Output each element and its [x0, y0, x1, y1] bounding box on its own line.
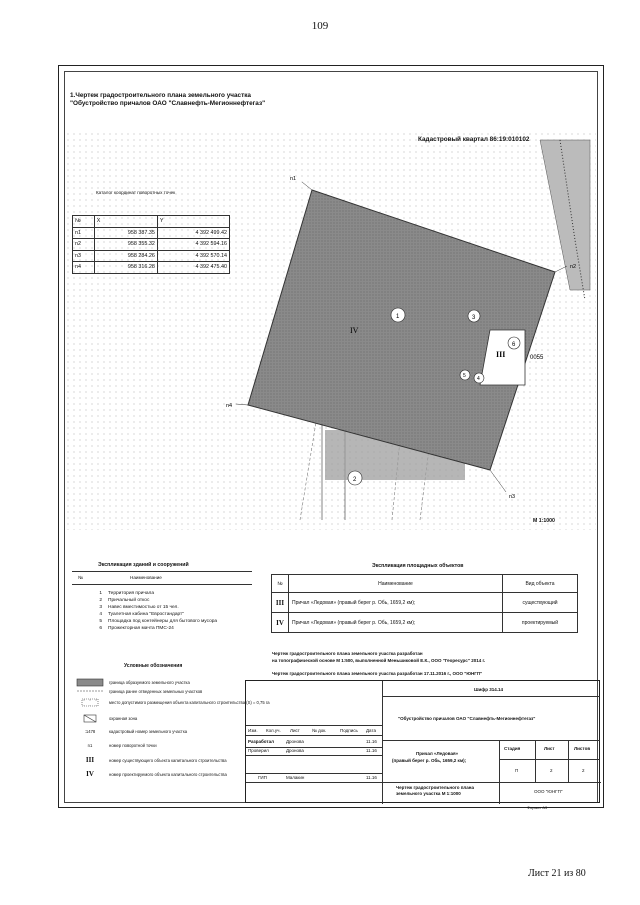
stamp-col-sign: Подпись [340, 728, 358, 733]
stamp-sheet-label: Лист [544, 746, 555, 751]
drawing-title-line-2: "Обустройство причалов ОАО "Славнефть-Мегионнефтегаз" [70, 100, 266, 107]
map-label-6: 6 [512, 342, 516, 348]
scale-label: М 1:1000 [533, 518, 555, 524]
coordinate-y: 4 392 594.16 [157, 239, 229, 251]
table-row [73, 262, 230, 274]
map-label-2: 2 [353, 477, 357, 483]
table-row [272, 613, 578, 633]
coordinates-header-n: № [73, 216, 95, 228]
map-label-n3: n3 [509, 494, 516, 500]
legend-symbol-projected: IV [86, 770, 94, 778]
coordinate-x: 958 316.28 [94, 262, 157, 274]
map-label-1: 1 [396, 314, 400, 320]
map-label-n4: n4 [226, 403, 233, 409]
coordinate-x: 958 355.32 [94, 239, 157, 251]
building-number: 5 [99, 619, 102, 624]
drawing-title [70, 92, 370, 108]
building-name: Площадка под контейнеры для бытового мусора [108, 619, 218, 624]
stamp-developed-date: 11.16 [366, 739, 377, 744]
legend-item [75, 770, 227, 778]
buildings-header-name: Наименование [130, 575, 162, 580]
list-item [72, 597, 217, 604]
area-kind: существующий [503, 593, 578, 613]
stamp-checked-date: 11.16 [366, 748, 377, 753]
coordinate-x: 958 387.35 [94, 227, 157, 239]
coordinate-point: n2 [73, 239, 95, 251]
legend-item [75, 729, 187, 734]
areas-table [271, 574, 578, 633]
coordinate-y: 4 392 499.42 [157, 227, 229, 239]
table-row [73, 239, 230, 251]
legend-symbol-cadastral: :1478 [84, 729, 96, 734]
stamp-gip-name: Малакин [286, 775, 305, 780]
areas-header-n: № [272, 575, 289, 593]
coordinate-y: 4 392 570.14 [157, 250, 229, 262]
coordinate-point: n1 [73, 227, 95, 239]
building-number: 6 [99, 626, 102, 631]
table-row [73, 227, 230, 239]
coordinates-table [72, 215, 230, 274]
coordinate-point: n4 [73, 262, 95, 274]
buildings-list [72, 590, 217, 632]
building-number: 3 [99, 605, 102, 610]
stamp-checked-name: Дронова [286, 748, 304, 753]
page-number: 109 [311, 20, 329, 32]
stamp-object-title: Причал «Ледовая» [416, 751, 459, 756]
coordinates-header-y: Y [157, 216, 229, 228]
stamp-cipher: Шифр 314.14 [474, 687, 503, 692]
title-block [245, 680, 600, 803]
legend-symbol-zone [75, 698, 105, 707]
drawing-title-line-1: 1.Чертеж градостроительного плана земельного участка [70, 92, 251, 99]
building-number: 4 [99, 612, 102, 617]
legend-item [75, 743, 157, 748]
coordinates-caption: Каталог координат поворотных точек [96, 190, 176, 195]
legend-item [75, 678, 190, 687]
legend-item [75, 698, 270, 707]
stamp-drawing-scale: земельного участка М 1:1000 [396, 791, 461, 796]
buildings-header-n: № [78, 575, 83, 580]
list-item [72, 618, 217, 625]
note-line-1: Чертеж градостроительного плана земельного участка разработан [272, 651, 423, 656]
stamp-sheets-label: Листов [574, 746, 591, 751]
map-label-3: 3 [472, 315, 476, 321]
map-label-4: 4 [477, 376, 480, 382]
stamp-gip-date: 11.16 [366, 775, 377, 780]
map-label-n1: n1 [290, 176, 297, 182]
areas-header [272, 575, 578, 593]
table-row [272, 593, 578, 613]
legend-item [75, 756, 227, 764]
stamp-col-date: Дата [366, 728, 376, 733]
legend-item [75, 714, 137, 723]
area-number: IV [272, 613, 289, 633]
note-line-2: на топографической основе М 1:500, выполненной Меньшиковой Е.К., ООО "Георесурс" 2014 г. [272, 658, 486, 663]
legend-text: место допустимого размещения объекта капитального строительства (S) = 0,75 га [109, 700, 270, 705]
map-label-n2: n2 [570, 264, 577, 270]
coordinates-header-x: X [94, 216, 157, 228]
note-line-3: Чертеж градостроительного плана земельного участка разработан 17.11.2016 г., ООО "ЮНГП" [272, 671, 483, 676]
building-number: 2 [99, 598, 102, 603]
building-name: Прожекторная мачта ПМС-24 [108, 626, 174, 631]
stamp-project: "Обустройство причалов ОАО "Славнефть-Мегионнефтегаз" [398, 716, 536, 721]
legend-text: граница образуемого земельного участка [109, 680, 190, 685]
coordinates-header [73, 216, 230, 228]
stamp-gip-role: ГИП [258, 775, 267, 780]
buildings-header [72, 571, 252, 585]
buildings-title: Экспликация зданий и сооружений [98, 562, 189, 568]
building-name: Навес вместимостью от 15 чел. [108, 605, 179, 610]
list-item [72, 611, 217, 618]
legend-symbol-existing: III [85, 756, 95, 764]
stamp-drawing: Чертеж градостроительного плана [396, 785, 474, 790]
areas-header-kind: Вид объекта [503, 575, 578, 593]
legend-symbol-point: n1 [87, 743, 93, 748]
legend-item [75, 688, 202, 694]
coordinate-y: 4 392 475.40 [157, 262, 229, 274]
stamp-col-doc: № док. [312, 728, 327, 733]
stamp-sheets: 2 [582, 768, 585, 773]
map-label-code: 0055 [530, 355, 544, 361]
coordinate-x: 958 284.26 [94, 250, 157, 262]
legend-text: граница ранее отведенных земельных участков [109, 688, 203, 694]
stamp-col-count: Кол.уч. [266, 728, 281, 733]
area-name: Причал «Ледовая» (правый берег р. Обь, 1659,2 км); [289, 613, 503, 633]
building-number: 1 [99, 591, 102, 596]
stamp-developed-role: Разработал [248, 739, 274, 744]
stamp-col-sheet: Лист [290, 728, 300, 733]
stamp-developed-name: Дронова [286, 739, 304, 744]
table-row [73, 250, 230, 262]
building-name: Туалетная кабина "Евростандарт" [108, 612, 184, 617]
stamp-stage: П [515, 768, 519, 773]
stamp-object-sub: (правый берег р. Обь, 1659,2 км); [392, 758, 467, 763]
legend-title: Условные обозначения [124, 663, 183, 669]
stamp-col-change: Изм. [248, 728, 258, 733]
legend-symbol-cross [75, 714, 105, 723]
site-plan-map [66, 120, 596, 540]
format-label: Формат А3 [527, 805, 548, 810]
legend-text: номер проектируемого объекта капитального строительства [109, 771, 227, 777]
area-number: III [272, 593, 289, 613]
map-label-zone-iv: IV [350, 326, 359, 335]
list-item [72, 625, 217, 632]
stamp-stage-label: Стадия [504, 746, 521, 751]
areas-header-name: Наименование [289, 575, 503, 593]
legend-text: охранная зона [109, 716, 138, 721]
legend-symbol-parcel [75, 678, 105, 687]
cadastral-quarter-label: Кадастровый квартал 86:19:010102 [418, 136, 530, 143]
building-name: Причальный откос [108, 598, 150, 603]
area-kind: проектируемый [503, 613, 578, 633]
list-item [72, 590, 217, 597]
legend-text: номер поворотной точки [109, 743, 157, 748]
area-name: Причал «Ледовая» (правый берег р. Обь, 1659,2 км); [289, 593, 503, 613]
stamp-sheet: 2 [550, 768, 553, 773]
stamp-organization: ООО "ЮНГП" [534, 789, 563, 794]
map-label-5: 5 [463, 373, 466, 379]
stamp-checked-role: Проверил [248, 748, 269, 753]
sheet-counter: Лист 21 из 80 [528, 868, 586, 879]
areas-title: Экспликация площадных объектов [372, 563, 464, 569]
coordinate-point: n3 [73, 250, 95, 262]
legend-text: номер существующего объекта капитального строительства [109, 757, 227, 763]
map-label-zone-iii: III [496, 350, 506, 359]
list-item [72, 604, 217, 611]
legend-symbol-line [75, 688, 105, 694]
legend-text: кадастровый номер земельного участка [109, 729, 188, 734]
building-name: Территория причала [108, 591, 155, 596]
